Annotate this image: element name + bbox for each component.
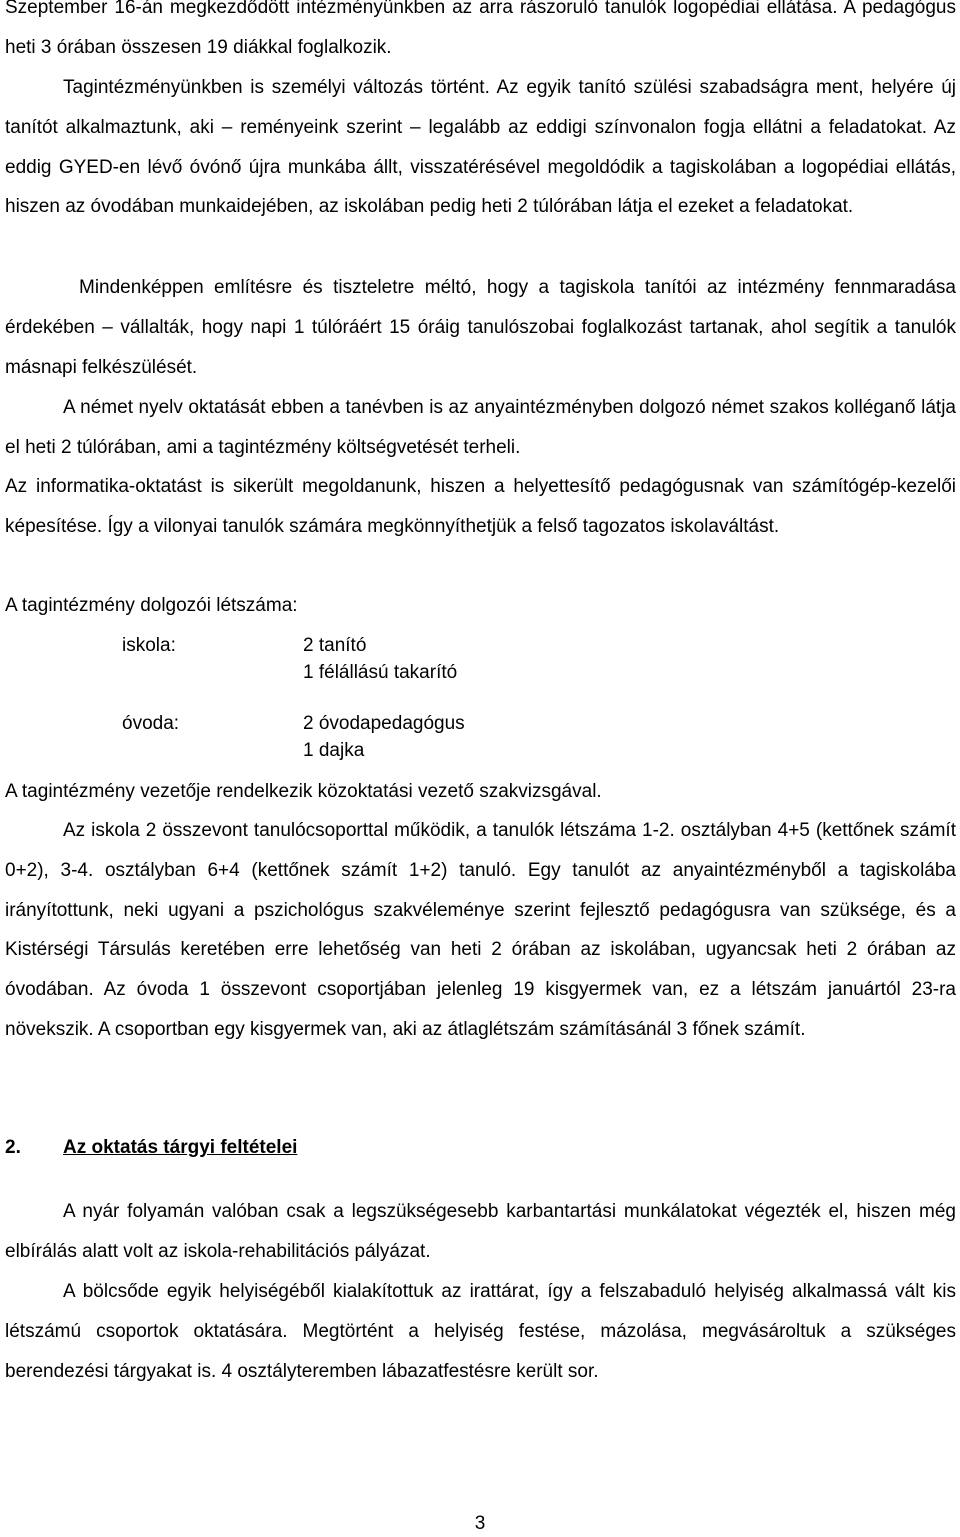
- paragraph-archive-room: A bölcsőde egyik helyiségéből kialakítottuk az irattárat, így a felszabaduló helyiség alkalmassá vált kis létszámú csoportok oktatására. Megtörtént a helyiség festése, mázolása, megvásároltuk a szükséges berendezési tárgyakat is. 4 osztályteremben lábazatfestésre került sor.: [5, 1281, 956, 1382]
- staff-value-school-teachers: 2 tanító: [303, 635, 367, 656]
- paragraph-groups: Az iskola 2 összevont tanulócsoporttal működik, a tanulók létszáma 1-2. osztályban 4+5 (kettőnek számít 0+2), 3-4. osztályban 6+4 (kettőnek számít 1+2) tanuló. Egy tanulót az anyaintézményből a tagiskolába irányítottunk, neki ugyani a pszichológus szakvéleménye szerint fejlesztő pedagógusra van szüksége, és a Kistérségi Társulás keretében erre lehetőség van heti 2 órában az iskolában, ugyancsak heti 2 órában az óvodában. Az óvoda 1 összevont csoportjában jelenleg 19 kisgyermek van, ez a létszám januártól 23-ra növekszik. A csoportban egy kisgyermek van, aki az átlaglétszám számításánál 3 főnek számít.: [5, 820, 956, 1040]
- staff-label-school: iskola:: [122, 635, 176, 656]
- paragraph-maintenance: A nyár folyamán valóban csak a legszükségesebb karbantartási munkálatokat végezték el, hiszen még elbírálás alatt volt az iskola-rehabilitációs pályázat.: [5, 1201, 956, 1262]
- section-title: Az oktatás tárgyi feltételei: [63, 1137, 298, 1158]
- paragraph-logopedics: Szeptember 16-án megkezdődött intézményünkben az arra rászoruló tanulók logopédiai ellátása. A pedagógus heti 3 órában összesen 19 diákkal foglalkozik.: [5, 0, 956, 58]
- page-number: 3: [474, 1513, 486, 1534]
- staff-value-school-cleaner: 1 félállású takarító: [303, 662, 458, 683]
- paragraph-staff-count-intro: A tagintézmény dolgozói létszáma:: [5, 595, 298, 616]
- paragraph-german: A német nyelv oktatását ebben a tanévben is az anyaintézményben dolgozó német szakos kolléganő látja el heti 2 túlórában, ami a tagintézmény költségvetését terheli.: [5, 397, 956, 458]
- section-number: 2.: [5, 1137, 21, 1158]
- staff-value-kindergarten-assistant: 1 dajka: [303, 740, 365, 761]
- paragraph-staff-change: Tagintézményünkben is személyi változás történt. Az egyik tanító szülési szabadságra ment, helyére új tanítót alkalmaztunk, aki – reményeink szerint – legalább az eddigi színvonalon fogja ellátni a feladatokat. Az eddig GYED-en lévő óvónő újra munkába állt, visszatérésével megoldódik a tagiskolában a logopédiai ellátás, hiszen az óvodában munkaidejében, az iskolában pedig heti 2 túlórában látja el ezeket a feladatokat.: [5, 77, 956, 218]
- paragraph-leader-qualification: A tagintézmény vezetője rendelkezik közoktatási vezető szakvizsgával.: [5, 781, 602, 802]
- staff-value-kindergarten-teachers: 2 óvodapedagógus: [303, 713, 465, 734]
- staff-label-kindergarten: óvoda:: [122, 713, 180, 734]
- paragraph-informatics: Az informatika-oktatást is sikerült megoldanunk, hiszen a helyettesítő pedagógusnak van számítógép-kezelői képesítése. Így a vilonyai tanulók számára megkönnyíthetjük a felső tagozatos iskolaváltást.: [5, 476, 956, 537]
- paragraph-teachers-overtime: Mindenképpen említésre és tiszteletre méltó, hogy a tagiskola tanítói az intézmény fennmaradása érdekében – vállalták, hogy napi 1 túlóráért 15 óráig tanulószobai foglalkozást tartanak, ahol segítik a tanulók másnapi felkészülését.: [5, 277, 956, 378]
